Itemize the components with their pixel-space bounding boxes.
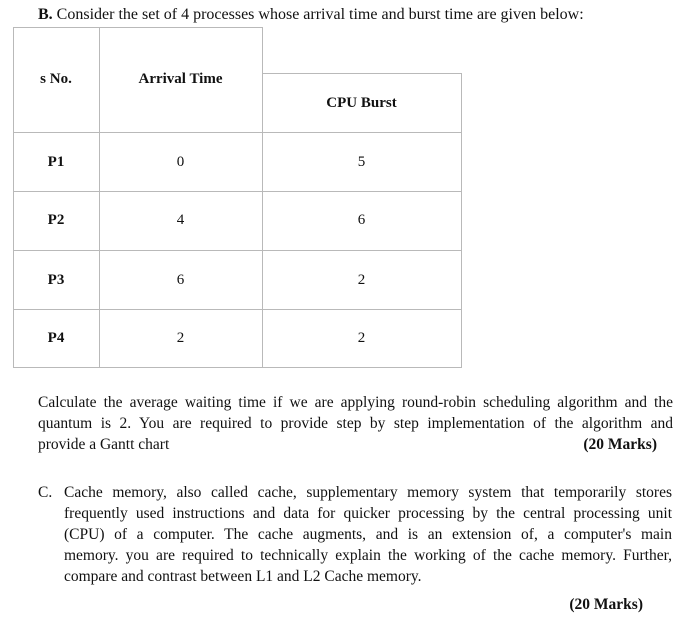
- table-border-right: [461, 73, 462, 368]
- question-b-marks: (20 Marks): [583, 436, 657, 453]
- header-cpu-burst: CPU Burst: [326, 95, 397, 111]
- question-b-line-1: Calculate the average waiting time if we are applying round-robin scheduling algorithm and the: [38, 394, 673, 411]
- header-arrival-time: Arrival Time: [138, 71, 223, 87]
- row-p4-process: P4: [47, 330, 65, 346]
- question-c-line-1: Cache memory, also called cache, supplementary memory system that temporarily stores: [64, 484, 672, 501]
- question-c-label: C.: [38, 484, 53, 501]
- row-p1-burst: 5: [357, 154, 366, 170]
- question-c-text: [64, 482, 672, 587]
- row-p3-burst: 2: [357, 272, 366, 288]
- table-row-divider: [13, 191, 462, 192]
- row-p2-burst: 6: [357, 212, 366, 228]
- table-row-divider: [13, 309, 462, 310]
- row-p4-burst: 2: [357, 330, 366, 346]
- row-p1-arrival: 0: [176, 154, 185, 170]
- question-c-line-2: frequently used instructions and data for quicker processing by the central processing unit: [64, 505, 672, 522]
- row-p4-arrival: 2: [176, 330, 185, 346]
- table-col-divider: [262, 27, 263, 368]
- question-b-label: B.: [38, 6, 53, 23]
- row-p1-process: P1: [47, 154, 65, 170]
- row-p2-arrival: 4: [176, 212, 185, 228]
- table-border-top-right: [262, 73, 462, 74]
- question-b-heading: [38, 6, 584, 24]
- question-c-line-3: (CPU) of a computer. The cache augments, and is an extension of, a computer's main: [64, 526, 672, 543]
- question-c-line-4: memory. you are required to technically explain the working of the cache memory. Further,: [64, 547, 672, 564]
- question-b-intro: Consider the set of 4 processes whose arrival time and burst time are given below:: [56, 6, 584, 23]
- row-p3-process: P3: [47, 272, 65, 288]
- table-border-bottom: [13, 367, 462, 368]
- table-row-divider: [13, 132, 462, 133]
- question-b-text: [38, 392, 673, 434]
- header-sno: s No.: [40, 71, 72, 87]
- question-c-line-5: compare and contrast between L1 and L2 Cache memory.: [64, 568, 422, 585]
- question-b-line-3: provide a Gantt chart: [38, 436, 170, 453]
- row-p2-process: P2: [47, 212, 65, 228]
- row-p3-arrival: 6: [176, 272, 185, 288]
- table-border-top-left: [13, 27, 262, 28]
- question-b-line-2: quantum is 2. You are required to provide step by step implementation of the algorithm and: [38, 415, 673, 432]
- question-c-marks: (20 Marks): [569, 596, 643, 613]
- table-row-divider: [13, 250, 462, 251]
